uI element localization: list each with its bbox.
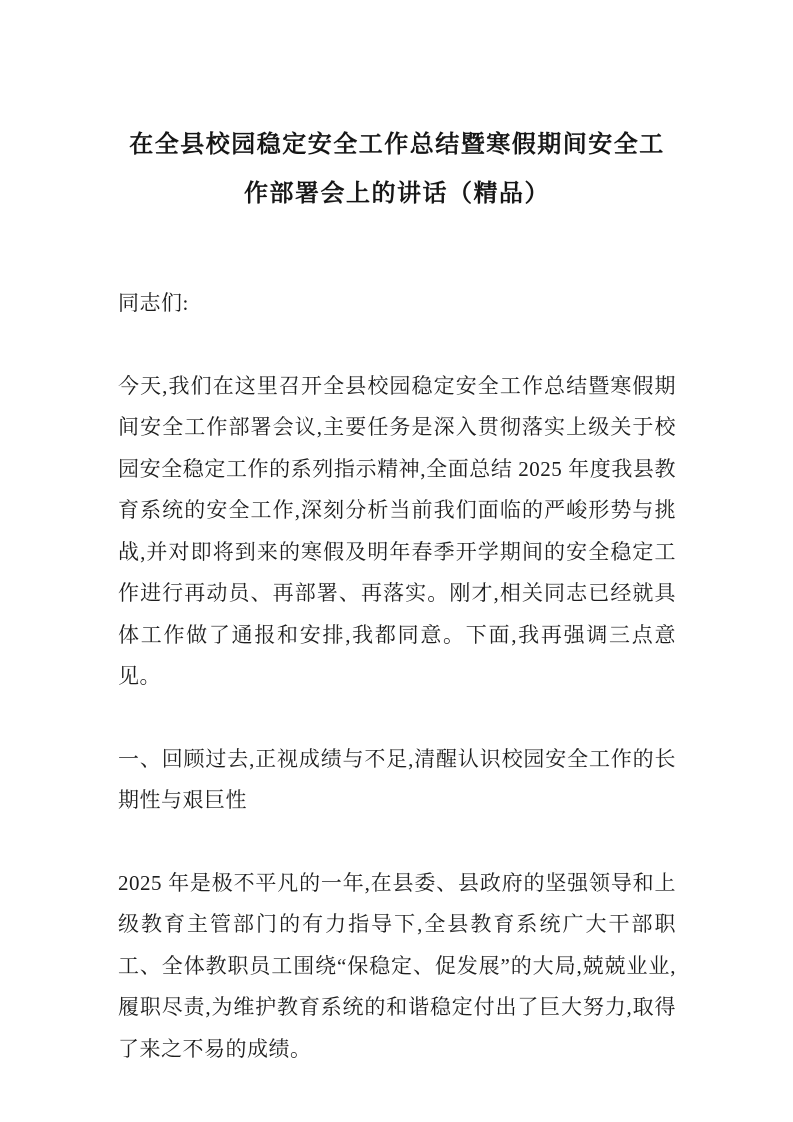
paragraph: 同志们:: [118, 291, 189, 315]
document-title: 在全县校园稳定安全工作总结暨寒假期间安全工作部署会上的讲话（精品）: [129, 132, 665, 207]
paragraph: 一、回顾过去,正视成绩与不足,清醒认识校园安全工作的长期性与艰巨性: [118, 746, 676, 812]
document-body: [118, 283, 676, 1070]
paragraph: 2025 年是极不平凡的一年,在县委、县政府的坚强领导和上级教育主管部门的有力指导下,全县教育系统广大干部职工、全体教职员工围绕“保稳定、促发展”的大局,兢兢业业,履职尽责,为维护教育系统的和谐稳定付出了巨大努力,取得了来之不易的成绩。: [118, 870, 676, 1061]
paragraph: 今天,我们在这里召开全县校园稳定安全工作总结暨寒假期间安全工作部署会议,主要任务是深入贯彻落实上级关于校园安全稳定工作的系列指示精神,全面总结 2025 年度我县教育系统的安全工作,深刻分析当前我们面临的严峻形势与挑战,并对即将到来的寒假及明年春季开学期间的安全稳定工作进行再动员、再部署、再落实。刚才,相关同志已经就具体工作做了通报和安排,我都同意。下面,我再强调三点意见。: [118, 373, 676, 688]
